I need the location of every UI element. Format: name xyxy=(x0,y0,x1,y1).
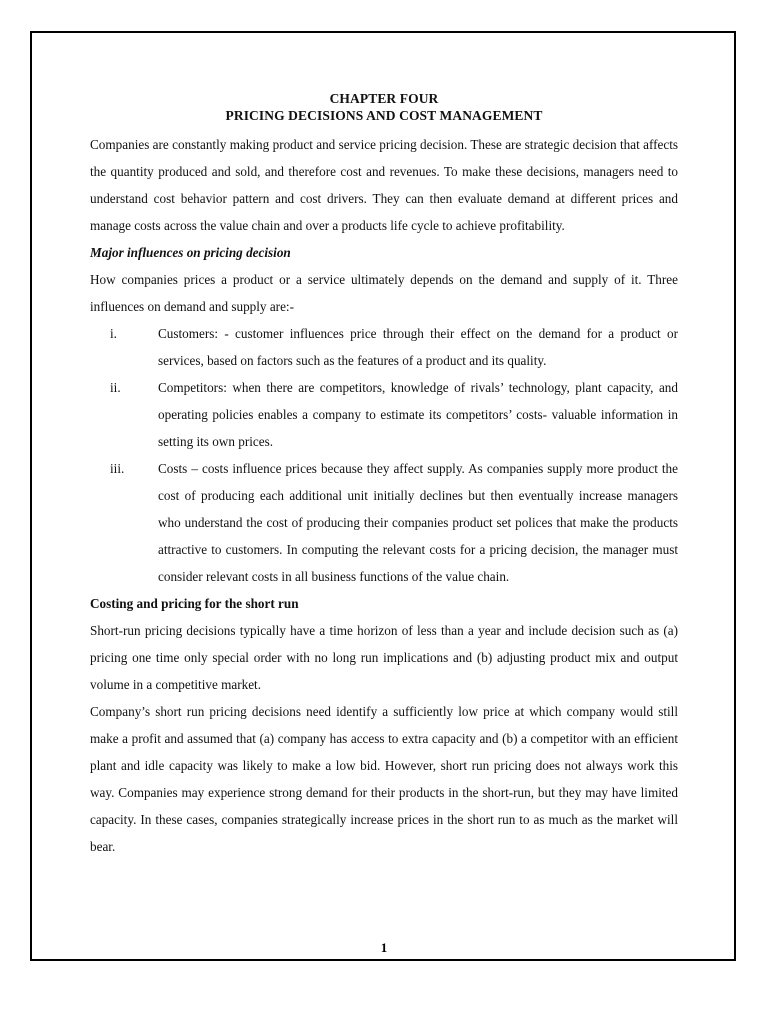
list-item xyxy=(90,455,678,590)
list-item-number: ii. xyxy=(110,380,121,395)
chapter-number: CHAPTER FOUR xyxy=(329,91,439,106)
chapter-title: PRICING DECISIONS AND COST MANAGEMENT xyxy=(225,108,543,123)
short-run-paragraph-2: Company’s short run pricing decisions need identify a sufficiently low price at which company would still make a profit and assumed that (a) company has access to extra capacity and (b) a competitor with an efficient plant and idle capacity was likely to make a low bid. However, short run pricing does not always work this way. Companies may experience strong demand for their products in the short-run, but they may have limited capacity. In these cases, companies strategically increase prices in the short run to as much as the market will bear. xyxy=(90,704,678,854)
list-item-number: iii. xyxy=(110,461,125,476)
list-item xyxy=(90,374,678,455)
influences-list xyxy=(90,320,678,590)
list-item-number: i. xyxy=(110,326,117,341)
list-item-text: Costs – costs influence prices because they affect supply. As companies supply more product the cost of producing each additional unit initially declines but then eventually increase managers who understand the cost of producing their companies product set polices that make the products attractive to customers. In computing the relevant costs for a pricing decision, the manager must consider relevant costs in all business functions of the value chain. xyxy=(158,461,678,584)
influences-paragraph: How companies prices a product or a service ultimately depends on the demand and supply of it. Three influences on demand and supply are:- xyxy=(90,272,678,314)
chapter-heading xyxy=(90,90,678,124)
list-item-text: Competitors: when there are competitors, knowledge of rivals’ technology, plant capacity, and operating policies enables a company to estimate its competitors’ costs- valuable information in setting its own prices. xyxy=(158,380,678,449)
document-page xyxy=(90,90,678,860)
list-item-text: Customers: - customer influences price through their effect on the demand for a product or services, based on factors such as the features of a product and its quality. xyxy=(158,326,678,368)
page-number: 1 xyxy=(380,940,388,955)
section-heading-influences: Major influences on pricing decision xyxy=(90,245,291,260)
intro-paragraph: Companies are constantly making product and service pricing decision. These are strategic decision that affects the quantity produced and sold, and therefore cost and revenues. To make these decisions, managers need to understand cost behavior pattern and cost drivers. They can then evaluate demand at different prices and manage costs across the value chain and over a products life cycle to achieve profitability. xyxy=(90,137,678,233)
list-item xyxy=(90,320,678,374)
section-heading-short-run: Costing and pricing for the short run xyxy=(90,596,299,611)
short-run-paragraph-1: Short-run pricing decisions typically have a time horizon of less than a year and include decision such as (a) pricing one time only special order with no long run implications and (b) adjusting product mix and output volume in a competitive market. xyxy=(90,623,678,692)
